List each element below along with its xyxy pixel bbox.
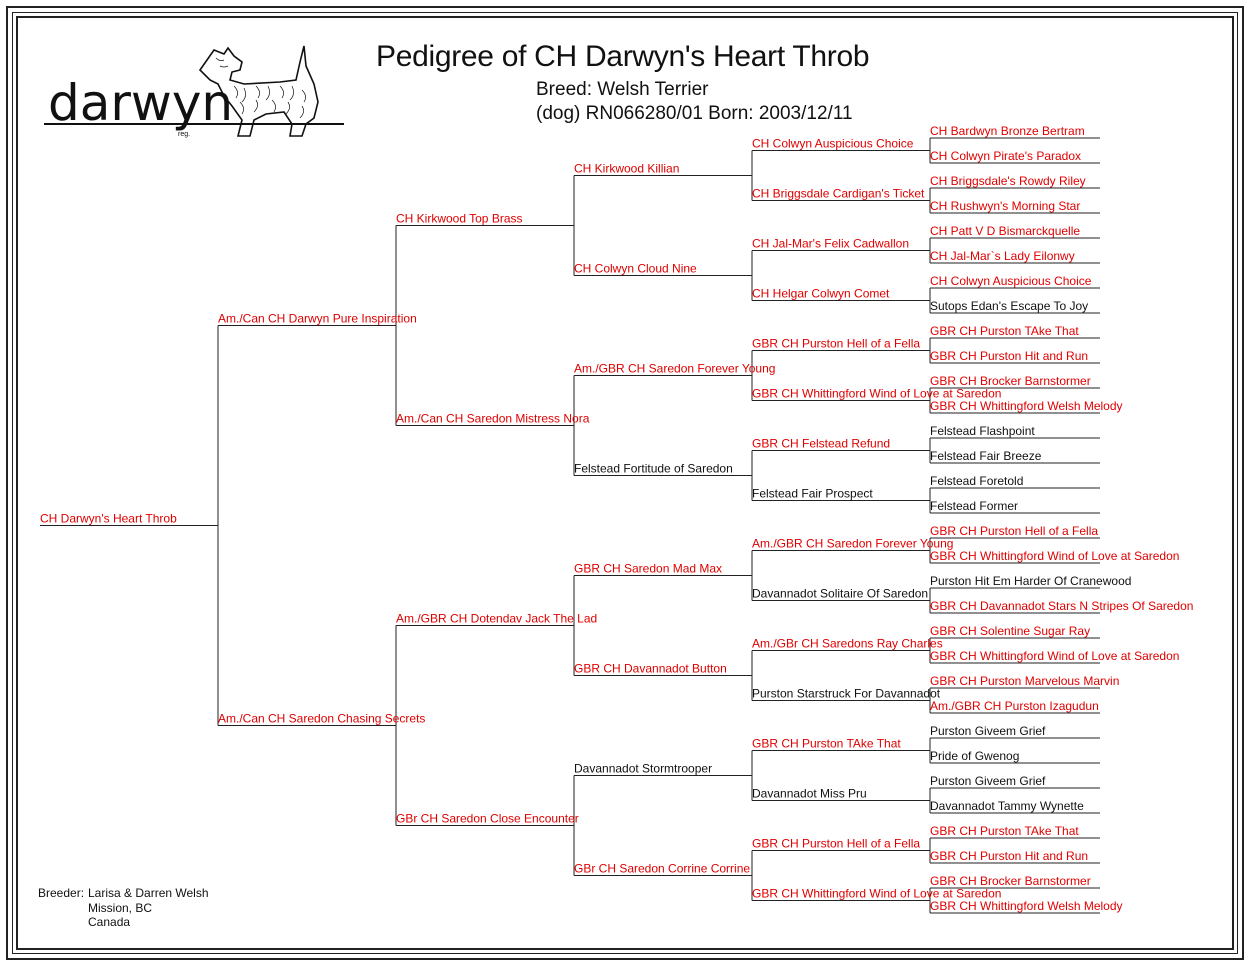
page-title: Pedigree of CH Darwyn's Heart Throb	[376, 40, 870, 73]
ancestor-name-gen6: Felstead Fair Breeze	[930, 449, 1042, 463]
breeder-info	[38, 886, 209, 930]
ancestor-name-gen3: Am./GBR CH Dotendav Jack The Lad	[396, 611, 598, 626]
ancestor-name-gen4: CH Kirkwood Killian	[574, 161, 680, 176]
ancestor-name-gen6: Purston Hit Em Harder Of Cranewood	[930, 574, 1132, 588]
ancestor-name-gen4: CH Colwyn Cloud Nine	[574, 261, 697, 276]
ancestor-name-gen4: GBR CH Saredon Mad Max	[574, 561, 723, 576]
ancestor-name-gen6: GBR CH Purston TAke That	[930, 824, 1079, 838]
breeder-label: Breeder:	[38, 886, 85, 900]
ancestor-name-gen4: GBR CH Davannadot Button	[574, 661, 727, 676]
ancestor-name-gen6: GBR CH Purston TAke That	[930, 324, 1079, 338]
ancestor-name-gen1: CH Darwyn's Heart Throb	[40, 511, 177, 526]
ancestor-name-gen6: GBR CH Brocker Barnstormer	[930, 374, 1091, 388]
ancestor-name-gen5: Purston Starstruck For Davannadot	[752, 686, 941, 701]
ancestor-name-gen4: Davannadot Stormtrooper	[574, 761, 713, 776]
ancestor-name-gen2: Am./Can CH Darwyn Pure Inspiration	[218, 311, 417, 326]
ancestor-name-gen6: CH Colwyn Auspicious Choice	[930, 274, 1092, 288]
ancestor-name-gen6: Felstead Former	[930, 499, 1019, 513]
ancestor-name-gen4: GBr CH Saredon Corrine Corrine	[574, 861, 751, 876]
ancestor-name-gen6: Davannadot Tammy Wynette	[930, 799, 1084, 813]
ancestor-name-gen5: CH Colwyn Auspicious Choice	[752, 136, 914, 151]
ancestor-name-gen6: GBR CH Davannadot Stars N Stripes Of Saredon	[930, 599, 1194, 613]
breed-line: Breed: Welsh Terrier	[536, 79, 709, 100]
ancestor-name-gen6: Pride of Gwenog	[930, 749, 1020, 763]
ancestor-name-gen6: CH Jal-Mar`s Lady Eilonwy	[930, 249, 1075, 263]
logo-wordmark: darwyn	[48, 74, 234, 132]
ancestor-name-gen4: Felstead Fortitude of Saredon	[574, 461, 733, 476]
ancestor-name-gen6: CH Patt V D Bismarckquelle	[930, 224, 1081, 238]
ancestor-name-gen5: CH Jal-Mar's Felix Cadwallon	[752, 236, 909, 251]
breeder-name: Larisa & Darren Welsh	[88, 886, 209, 900]
ancestor-name-gen3: CH Kirkwood Top Brass	[396, 211, 523, 226]
ancestor-name-gen5: Davannadot Solitaire Of Saredon	[752, 586, 929, 601]
ancestor-name-gen3: GBr CH Saredon Close Encounter	[396, 811, 579, 826]
registration-line: (dog) RN066280/01 Born: 2003/12/11	[536, 103, 853, 124]
ancestor-name-gen6: Purston Giveem Grief	[930, 724, 1046, 738]
ancestor-name-gen6: Sutops Edan's Escape To Joy	[930, 299, 1089, 313]
ancestor-name-gen5: Am./GBr CH Saredons Ray Charles	[752, 636, 943, 651]
ancestor-name-gen6: Am./GBR CH Purston Izagudun	[930, 699, 1099, 713]
ancestor-name-gen5: GBR CH Whittingford Wind of Love at Saredon	[752, 386, 1002, 401]
ancestor-name-gen6: GBR CH Whittingford Wind of Love at Saredon	[930, 549, 1180, 563]
ancestor-name-gen6: Felstead Flashpoint	[930, 424, 1035, 438]
logo-reg-mark: reg.	[178, 131, 191, 138]
ancestor-name-gen6: CH Rushwyn's Morning Star	[930, 199, 1081, 213]
ancestor-name-gen6: CH Bardwyn Bronze Bertram	[930, 124, 1085, 138]
ancestor-name-gen6: GBR CH Brocker Barnstormer	[930, 874, 1091, 888]
ancestor-name-gen6: GBR CH Whittingford Wind of Love at Saredon	[930, 649, 1180, 663]
ancestor-name-gen5: Am./GBR CH Saredon Forever Young	[752, 536, 954, 551]
ancestor-name-gen6: GBR CH Purston Hit and Run	[930, 849, 1089, 863]
breeder-country: Canada	[88, 915, 131, 929]
ancestor-name-gen6: GBR CH Purston Marvelous Marvin	[930, 674, 1120, 688]
ancestor-name-gen4: Am./GBR CH Saredon Forever Young	[574, 361, 776, 376]
ancestor-name-gen5: CH Helgar Colwyn Comet	[752, 286, 890, 301]
ancestor-name-gen5: Felstead Fair Prospect	[752, 486, 873, 501]
ancestor-name-gen6: CH Colwyn Pirate's Paradox	[930, 149, 1082, 163]
ancestor-name-gen5: GBR CH Purston Hell of a Fella	[752, 836, 921, 851]
ancestor-name-gen3: Am./Can CH Saredon Mistress Nora	[396, 411, 590, 426]
ancestor-name-gen2: Am./Can CH Saredon Chasing Secrets	[218, 711, 426, 726]
ancestor-name-gen6: Purston Giveem Grief	[930, 774, 1046, 788]
ancestor-name-gen6: GBR CH Purston Hit and Run	[930, 349, 1089, 363]
ancestor-name-gen5: GBR CH Whittingford Wind of Love at Saredon	[752, 886, 1002, 901]
ancestor-name-gen6: GBR CH Whittingford Welsh Melody	[930, 899, 1123, 913]
ancestor-name-gen6: Felstead Foretold	[930, 474, 1024, 488]
ancestor-name-gen5: GBR CH Felstead Refund	[752, 436, 891, 451]
ancestor-name-gen6: GBR CH Solentine Sugar Ray	[930, 624, 1091, 638]
ancestor-name-gen6: GBR CH Whittingford Welsh Melody	[930, 399, 1123, 413]
breeder-city: Mission, BC	[88, 900, 153, 915]
ancestor-name-gen5: CH Briggsdale Cardigan's Ticket	[752, 186, 925, 201]
ancestor-name-gen5: GBR CH Purston Hell of a Fella	[752, 336, 921, 351]
ancestor-name-gen6: GBR CH Purston Hell of a Fella	[930, 524, 1099, 538]
ancestor-name-gen5: Davannadot Miss Pru	[752, 786, 867, 801]
ancestor-name-gen5: GBR CH Purston TAke That	[752, 736, 901, 751]
ancestor-name-gen6: CH Briggsdale's Rowdy Riley	[930, 174, 1086, 188]
